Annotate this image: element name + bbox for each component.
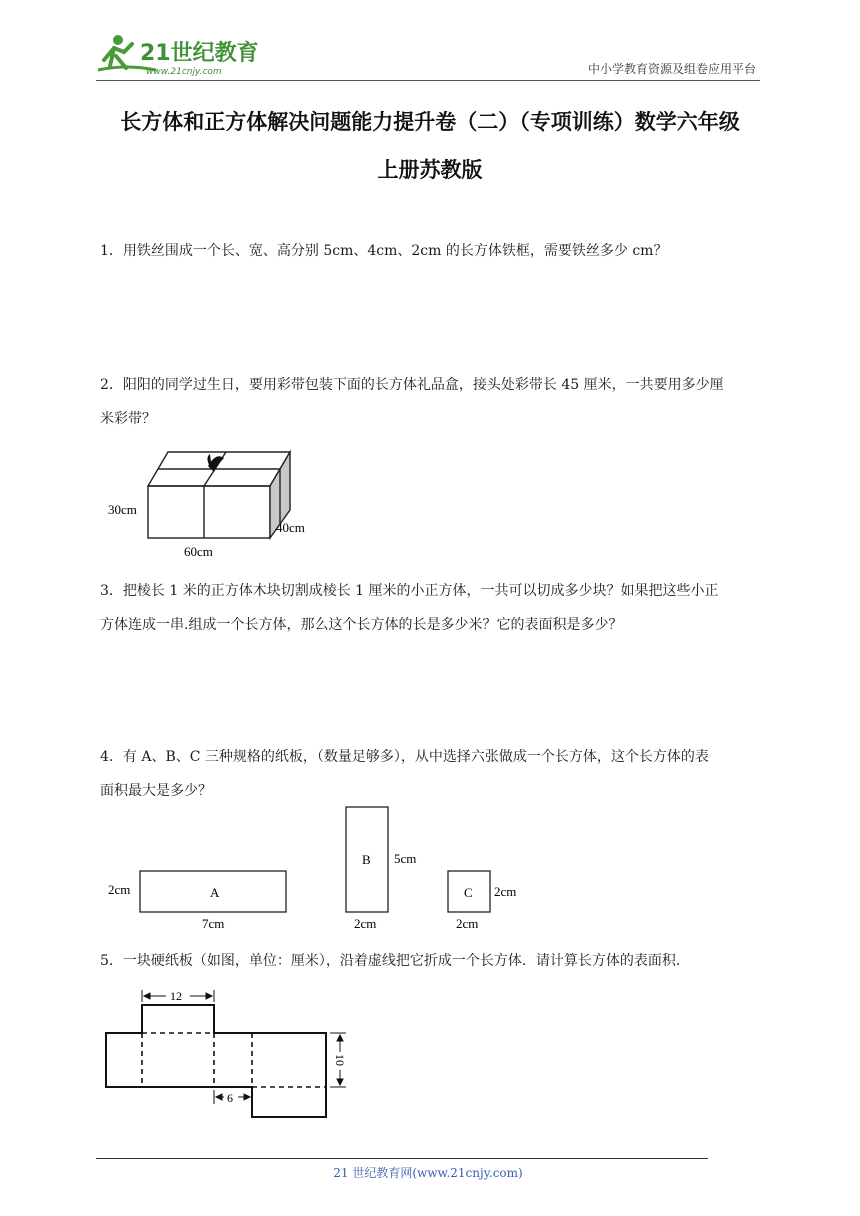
folding-net-figure	[100, 984, 360, 1124]
board-b-height: 5cm	[394, 851, 417, 866]
site-logo	[96, 30, 266, 80]
question-2-text-line1: 2．阳阳的同学过生日，要用彩带包装下面的长方体礼品盒，接头处彩带长 45 厘米，一共要用多少厘	[100, 377, 724, 393]
question-4-text-line2: 面积最大是多少？	[100, 783, 212, 799]
question-4	[100, 740, 762, 808]
question-2	[100, 368, 762, 436]
gift-box-figure	[100, 444, 320, 562]
box-front-face	[148, 486, 270, 538]
logo-text: 21世纪教育	[140, 41, 259, 66]
board-a-height: 2cm	[108, 882, 131, 897]
board-c-label: C	[464, 885, 473, 900]
question-4-text-line1: 4．有 A、B、C 三种规格的纸板，（数量足够多），从中选择六张做成一个长方体，这个长方体的表	[100, 749, 709, 765]
question-3-text-line2: 方体连成一串.组成一个长方体，那么这个长方体的长是多少米？它的表面积是多少？	[100, 617, 623, 633]
dim-height-label: 10	[333, 1054, 347, 1066]
box-width-label: 40cm	[276, 520, 305, 535]
question-3	[100, 574, 762, 642]
cardboard-figure	[100, 800, 540, 936]
board-c-height: 2cm	[494, 884, 517, 899]
board-b-width: 2cm	[354, 916, 377, 931]
question-3-text-line1: 3．把棱长 1 米的正方体木块切割成棱长 1 厘米的小正方体，一共可以切成多少块？如果把这些小正	[100, 583, 719, 599]
question-5	[100, 944, 762, 978]
dim-top-width-label: 12	[170, 989, 182, 1003]
footer-divider	[96, 1158, 708, 1159]
question-1-text: 1．用铁丝围成一个长、宽、高分别 5cm、4cm、2cm 的长方体铁框，需要铁丝多少 cm？	[100, 243, 668, 259]
question-2-text-line2: 米彩带？	[100, 411, 156, 427]
board-b-label: B	[362, 852, 371, 867]
box-length-label: 60cm	[184, 544, 213, 559]
page-title-line2: 上册苏教版	[377, 158, 483, 182]
board-c-width: 2cm	[456, 916, 479, 931]
board-a-label: A	[210, 885, 220, 900]
box-height-label: 30cm	[108, 502, 137, 517]
question-1	[100, 234, 762, 268]
header-divider	[96, 80, 760, 81]
net-outline	[106, 1005, 326, 1117]
question-5-text: 5．一块硬纸板（如图，单位：厘米），沿着虚线把它折成一个长方体．请计算长方体的表面积．	[100, 953, 690, 969]
page-title-line1: 长方体和正方体解决问题能力提升卷（二）（专项训练）数学六年级	[120, 110, 740, 134]
logo-url: www.21cnjy.com	[146, 67, 222, 77]
footer-text: 21 世纪教育网(www.21cnjy.com)	[333, 1166, 523, 1180]
header-tagline: 中小学教育资源及组卷应用平台	[587, 62, 756, 76]
board-a-width: 7cm	[202, 916, 225, 931]
dim-gap-label: 6	[227, 1091, 233, 1105]
